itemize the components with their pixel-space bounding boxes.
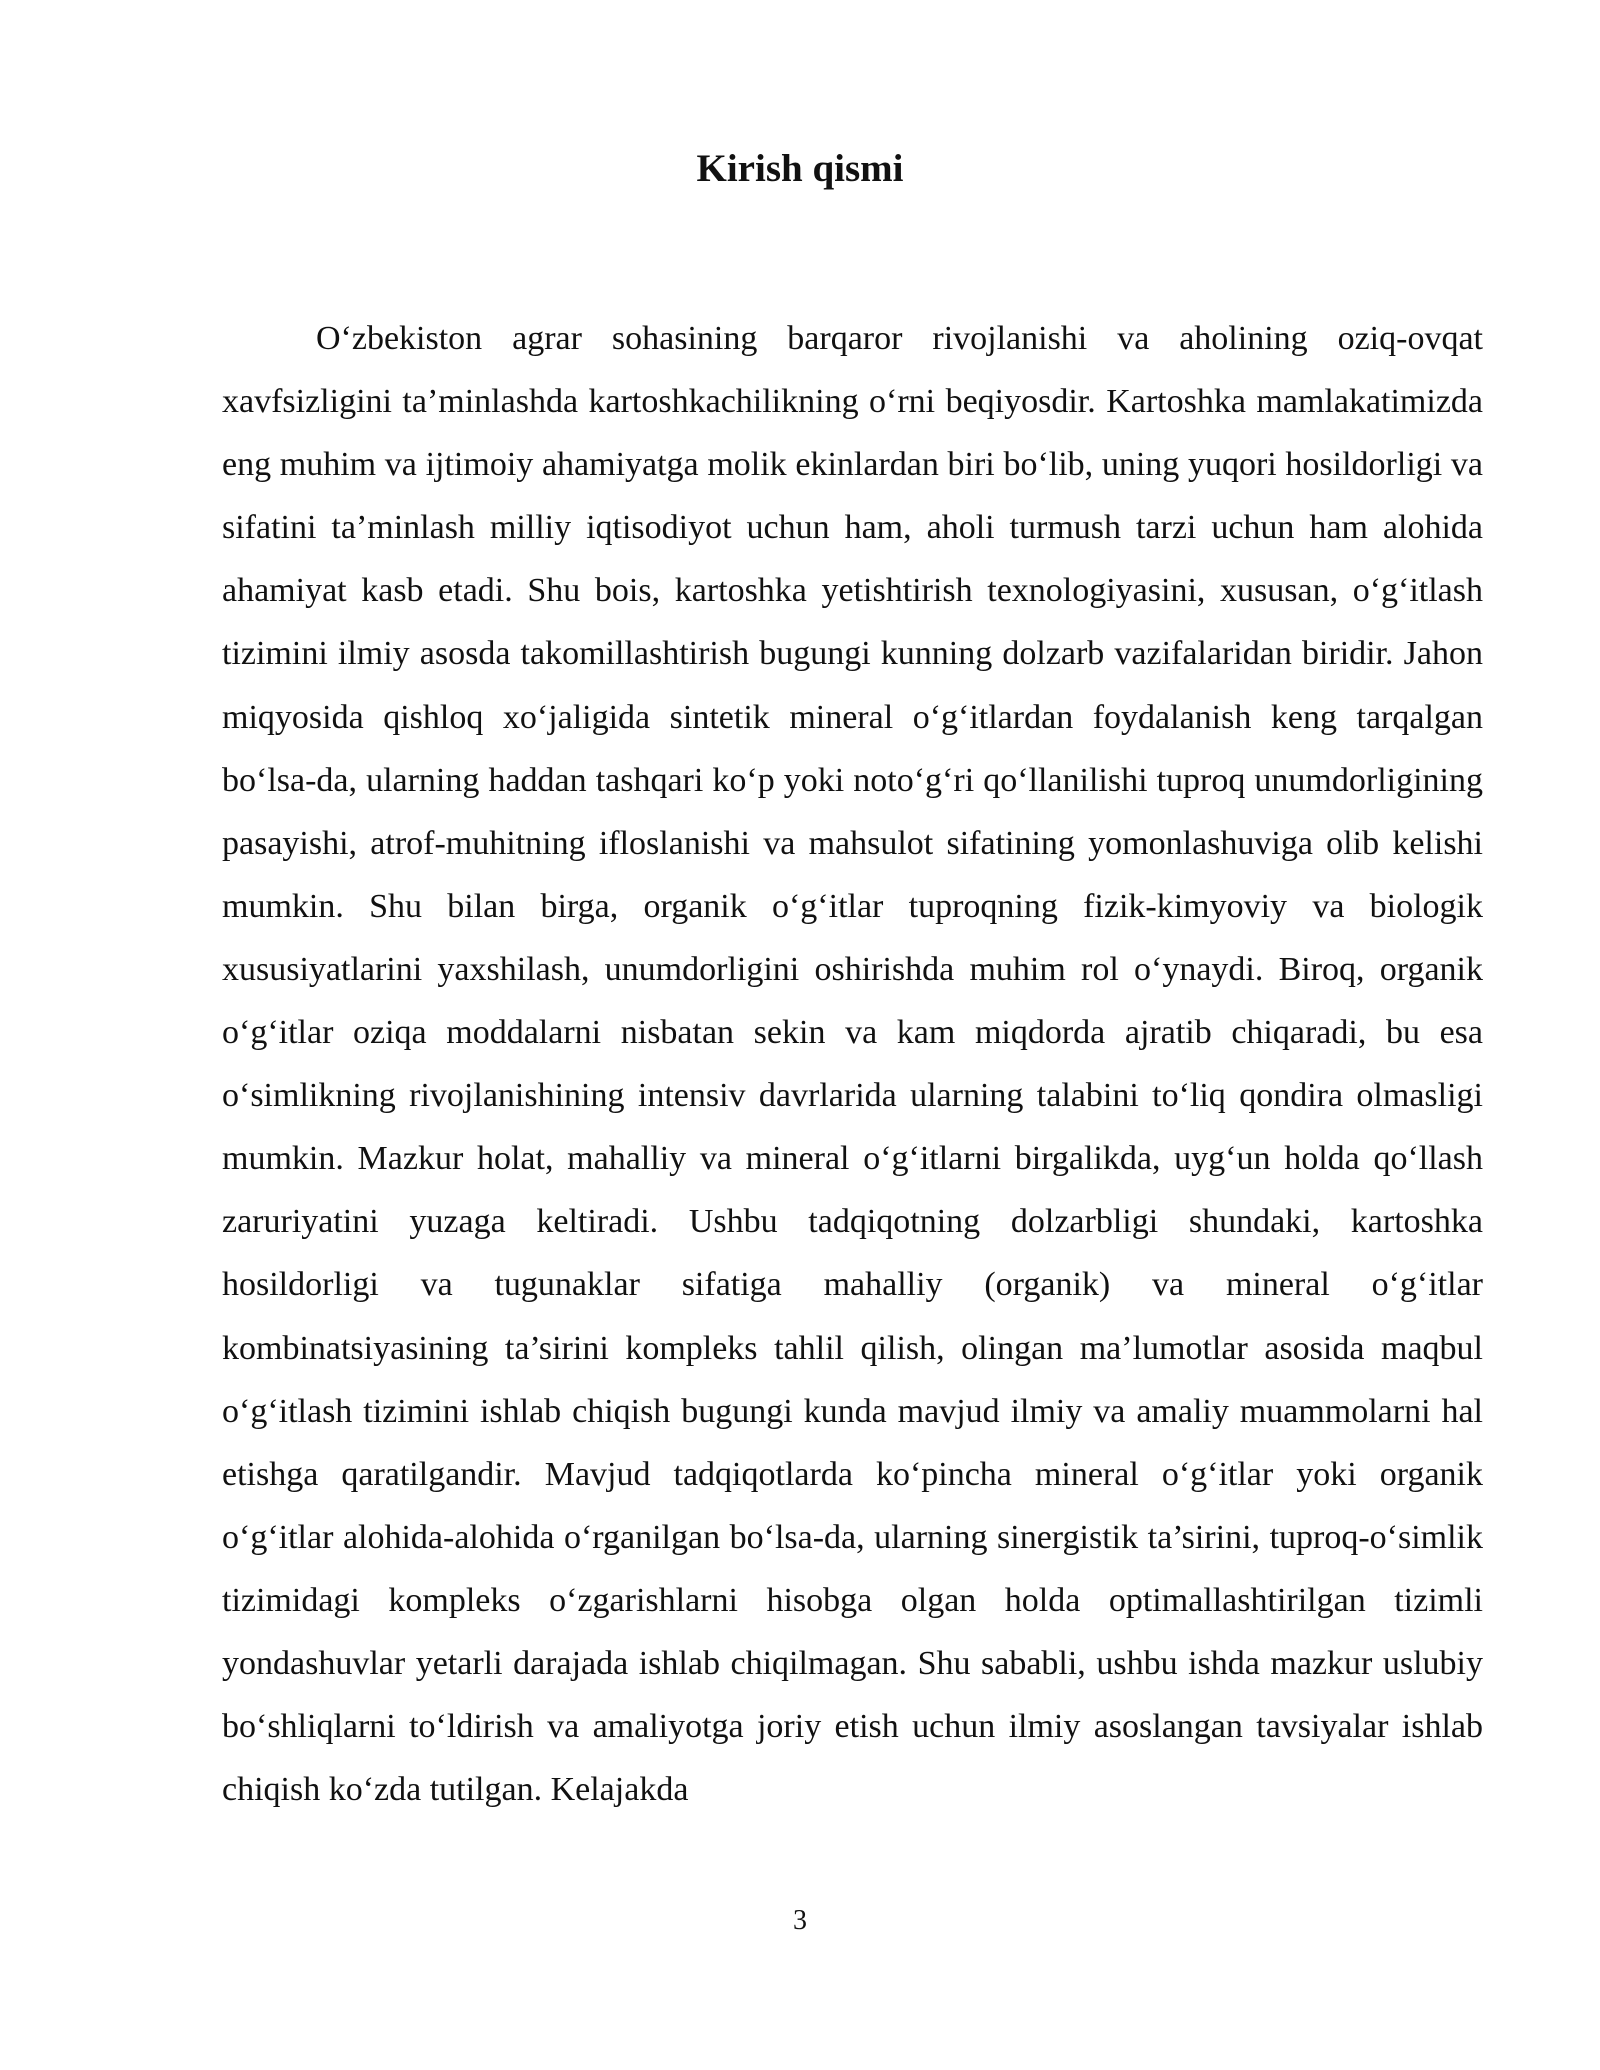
page-number: 3 (793, 1905, 807, 1936)
body-paragraph: O‘zbekiston agrar sohasining barqaror rivojlanishi va aholining oziq-ovqat xavfsizligini ta’minlashda kartoshkachilikning o‘rni beqiyosdir. Kartoshka mamlakatimizda eng muhim va ijtimoiy ahamiyatga molik ekinlardan biri bo‘lib, uning yuqori hosildorligi va sifatini ta’minlash milliy iqtisodiyot uchun ham, aholi turmush tarzi uchun ham alohida ahamiyat kasb etadi. Shu bois, kartoshka yetishtirish texnologiyasini, xususan, o‘g‘itlash tizimini ilmiy asosda takomillashtirish bugungi kunning dolzarb vazifalaridan biridir. Jahon miqyosida qishloq xo‘jaligida sintetik mineral o‘g‘itlardan foydalanish keng tarqalgan bo‘lsa-da, ularning haddan tashqari ko‘p yoki noto‘g‘ri qo‘llanilishi tuproq unumdorligining pasayishi, atrof-muhitning ifloslanishi va mahsulot sifatining yomonlashuviga olib kelishi mumkin. Shu bilan birga, organik o‘g‘itlar tuproqning fizik-kimyoviy va biologik xususiyatlarini yaxshilash, unumdorligini oshirishda muhim rol o‘ynaydi. Biroq, organik o‘g‘itlar oziqa moddalarni nisbatan sekin va kam miqdorda ajratib chiqaradi, bu esa o‘simlikning rivojlanishining intensiv davrlarida ularning talabini to‘liq qondira olmasligi mumkin. Mazkur holat, mahalliy va mineral o‘g‘itlarni birgalikda, uyg‘un holda qo‘llash zaruriyatini yuzaga keltiradi. Ushbu tadqiqotning dolzarbligi shundaki, kartoshka hosildorligi va tugunaklar sifatiga mahalliy (organik) va mineral o‘g‘itlar kombinatsiyasining ta’sirini kompleks tahlil qilish, olingan ma’lumotlar asosida maqbul o‘g‘itlash tizimini ishlab chiqish bugungi kunda mavjud ilmiy va amaliy muammolarni hal etishga qaratilgandir. Mavjud tadqiqotlarda ko‘pincha mineral o‘g‘itlar yoki organik o‘g‘itlar alohida-alohida o‘rganilgan bo‘lsa-da, ularning sinergistik ta’sirini, tuproq-o‘simlik tizimidagi kompleks o‘zgarishlarni hisobga olgan holda optimallashtirilgan tizimli yondashuvlar yetarli darajada ishlab chiqilmagan. Shu sababli, ushbu ishda mazkur uslubiy bo‘shliqlarni to‘ldirish va amaliyotga joriy etish uchun ilmiy asoslangan tavsiyalar ishlab chiqish ko‘zda tutilgan. Kelajakda (222, 320, 1483, 1809)
page-title: Kirish qismi (696, 147, 904, 190)
